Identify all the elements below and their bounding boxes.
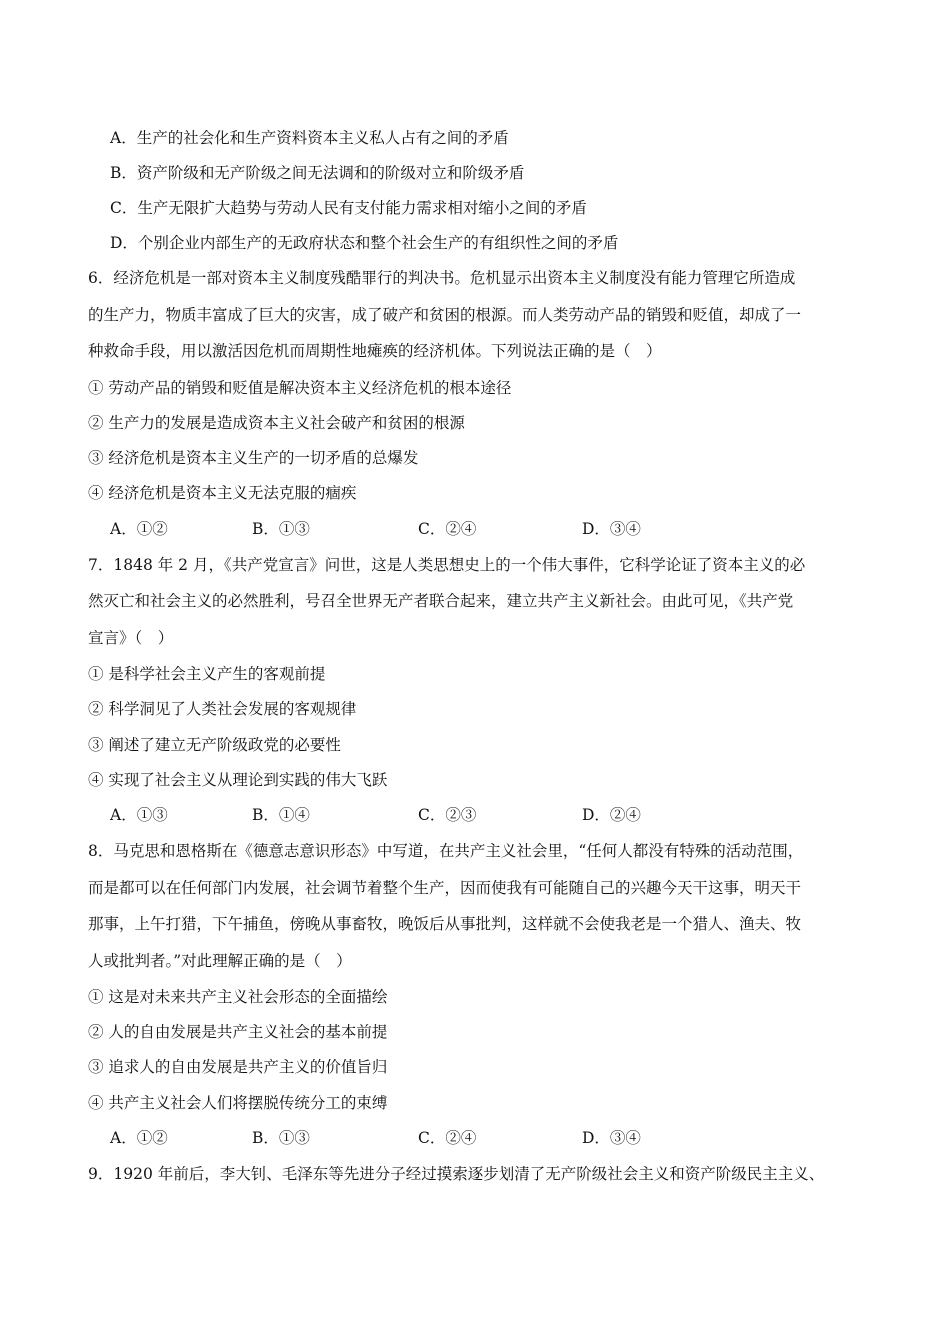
q8-stem-line-3: 那事，上午打猎，下午捕鱼，傍晚从事畜牧，晚饭后从事批判，这样就不会使我老是一个猎人、渔夫、牧 — [88, 915, 802, 933]
q7-statement-1: ① 是科学社会主义产生的客观前提 — [88, 665, 326, 683]
q6-statement-2: ② 生产力的发展是造成资本主义社会破产和贫困的根源 — [88, 414, 465, 432]
q7-choice-a: A．①③ — [110, 806, 168, 824]
q6-choice-c: C．②④ — [418, 520, 477, 538]
q7-choice-b: B．①④ — [252, 806, 310, 824]
q8-choice-a: A．①② — [110, 1129, 168, 1147]
q7-stem-line-2: 然灭亡和社会主义的必然胜利，号召全世界无产者联合起来，建立共产主义新社会。由此可见，《共产党 — [88, 592, 794, 610]
q7-statement-2: ② 科学洞见了人类社会发展的客观规律 — [88, 700, 357, 718]
q6-choices — [110, 519, 870, 539]
q6-stem-line-1: 6．经济危机是一部对资本主义制度残酷罪行的判决书。危机显示出资本主义制度没有能力管理它所造成 — [88, 269, 796, 287]
q8-choice-b: B．①③ — [252, 1129, 310, 1147]
q8-choice-d: D．③④ — [582, 1129, 641, 1147]
q6-choice-d: D．③④ — [582, 520, 641, 538]
q6-choice-a: A．①② — [110, 520, 168, 538]
q8-statement-1: ① 这是对未来共产主义社会形态的全面描绘 — [88, 988, 388, 1006]
q5-option-b: B．资产阶级和无产阶级之间无法调和的阶级对立和阶级矛盾 — [110, 164, 525, 182]
q5-option-a: A．生产的社会化和生产资料资本主义私人占有之间的矛盾 — [110, 129, 509, 147]
q8-choice-c: C．②④ — [418, 1129, 477, 1147]
q7-statement-4: ④ 实现了社会主义从理论到实践的伟大飞跃 — [88, 771, 388, 789]
q7-stem-line-3: 宣言》（ ） — [88, 629, 174, 647]
q6-stem-line-3: 种救命手段，用以激活因危机而周期性地瘫痪的经济机体。下列说法正确的是（ ） — [88, 342, 662, 360]
q8-choices — [110, 1128, 870, 1148]
q5-option-c: C．生产无限扩大趋势与劳动人民有支付能力需求相对缩小之间的矛盾 — [110, 199, 587, 217]
q8-statement-4: ④ 共产主义社会人们将摆脱传统分工的束缚 — [88, 1094, 388, 1112]
q6-statement-1: ① 劳动产品的销毁和贬值是解决资本主义经济危机的根本途径 — [88, 379, 512, 397]
q8-stem-line-2: 而是都可以在任何部门内发展，社会调节着整个生产，因而使我有可能随自己的兴趣今天干这事，明天干 — [88, 879, 802, 897]
q8-stem-line-4: 人或批判者。”对此理解正确的是（ ） — [88, 952, 352, 970]
q7-statement-3: ③ 阐述了建立无产阶级政党的必要性 — [88, 736, 341, 754]
q6-statement-3: ③ 经济危机是资本主义生产的一切矛盾的总爆发 — [88, 449, 419, 467]
q7-choice-d: D．②④ — [582, 806, 641, 824]
q8-statement-3: ③ 追求人的自由发展是共产主义的价值旨归 — [88, 1058, 388, 1076]
q8-statement-2: ② 人的自由发展是共产主义社会的基本前提 — [88, 1023, 388, 1041]
q6-choice-b: B．①③ — [252, 520, 310, 538]
q8-stem-line-1: 8．马克思和恩格斯在《德意志意识形态》中写道，在共产主义社会里，“任何人都没有特殊的活动范围， — [88, 842, 804, 860]
q6-stem-line-2: 的生产力，物质丰富成了巨大的灾害，成了破产和贫困的根源。而人类劳动产品的销毁和贬值，却成了一 — [88, 306, 802, 324]
q7-choices — [110, 805, 870, 825]
q9-stem-line-1: 9．1920 年前后，李大钊、毛泽东等先进分子经过摸索逐步划清了无产阶级社会主义和资产阶级民主主义、 — [88, 1165, 825, 1183]
q7-choice-c: C．②③ — [418, 806, 477, 824]
q5-option-d: D．个别企业内部生产的无政府状态和整个社会生产的有组织性之间的矛盾 — [110, 234, 619, 252]
q6-statement-4: ④ 经济危机是资本主义无法克服的痼疾 — [88, 484, 357, 502]
q7-stem-line-1: 7．1848 年 2 月，《共产党宣言》问世，这是人类思想史上的一个伟大事件，它科学论证了资本主义的必 — [88, 556, 806, 574]
